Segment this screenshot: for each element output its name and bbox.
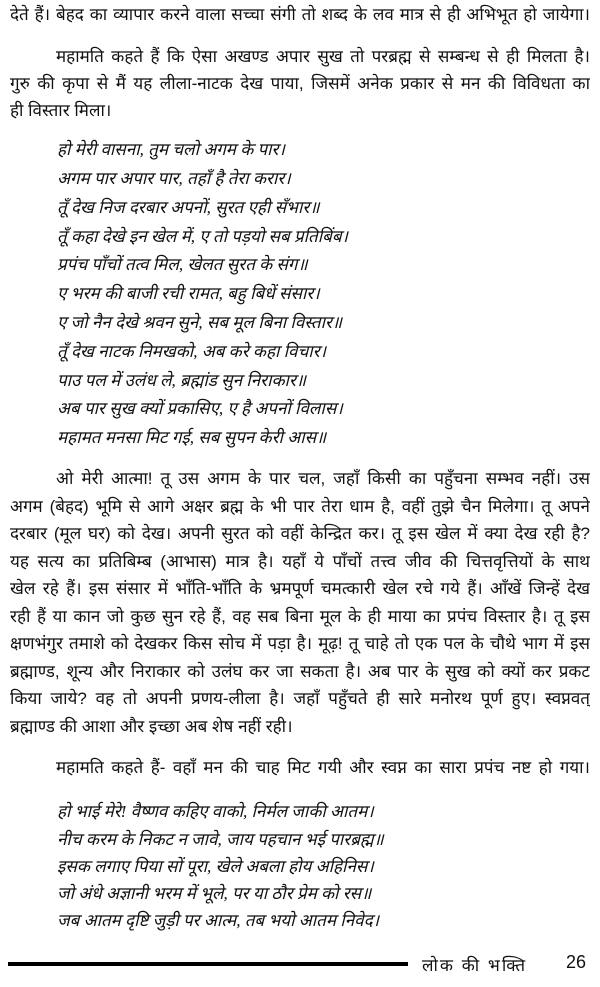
paragraph-2-line: गुरु की कृपा से मैं यह लीला-नाटक देख पाया, जिसमें अनेक प्रकार से मन की विविधता का [10, 74, 590, 93]
verse-line: तूँ कहा देखे इन खेल में, ए तो पड़यो सब प्रतिबिंब। [57, 227, 348, 246]
running-title: लोक की भक्ति [422, 956, 528, 975]
page-number: 26 [566, 952, 587, 972]
paragraph-3-line: ब्रह्माण्ड की आशा और इच्छा अब शेष नहीं रही। [10, 717, 293, 736]
paragraph-2-line: ही विस्तार मिला। [10, 101, 112, 120]
footer-rule [8, 962, 408, 966]
verse-line: हो भाई मेरे! वैष्णव कहिए वाको, निर्मल जाकी आतम। [57, 802, 374, 821]
paragraph-2-line: महामति कहते हैं कि ऐसा अखण्ड अपार सुख तो परब्रह्म से सम्बन्ध से ही मिलता है। [56, 47, 590, 66]
verse-line: अगम पार अपार पार, तहाँ है तेरा करार। [57, 169, 291, 188]
verse-line: पाउ पल में उलंध ले, ब्रह्मांड सुन निराकार॥ [57, 371, 307, 390]
paragraph-3-line: खेल रहे हैं। इस संसार में भाँति-भाँति के भ्रमपूर्ण चमत्कारी खेल रचे गये हैं। आँखें जिन्हें देख [10, 579, 590, 598]
paragraph-3-line: किया जाये? वह तो अपनी प्रणय-लीला है। जहाँ पहुँचते ही सारे मनोरथ पूर्ण हुए। स्वप्नवत् [10, 689, 590, 708]
verse-line: ए भरम की बाजी रची रामत, बहु बिधें संसार। [57, 284, 320, 303]
verse-line: अब पार सुख क्यों प्रकासिए, ए है अपनों विलास। [57, 399, 343, 418]
verse-line: ए जो नैन देखे श्रवन सुने, सब मूल बिना विस्तार॥ [57, 313, 343, 332]
verse-line: नीच करम के निकट न जावे, जाय पहचान भई पारब्रह्म॥ [57, 830, 384, 849]
paragraph-3-line: ओ मेरी आत्मा! तू उस अगम के पार चल, जहाँ किसी का पहुँचना सम्भव नहीं। उस [56, 469, 590, 488]
verse-line: तूँ देख निज दरबार अपनों, सुरत एही सँभार॥ [57, 198, 320, 217]
verse-line: हो मेरी वासना, तुम चलो अगम के पार। [57, 140, 285, 159]
paragraph-1-line: देते हैं। बेहद का व्यापार करने वाला सच्चा संगी तो शब्द के लव मात्र से ही अभिभूत हो जायेगा। [10, 5, 590, 24]
paragraph-3-line: अगम (बेहद) भूमि से आगे अक्षर ब्रह्म के भी पार तेरा धाम है, वहीं तुझे चैन मिलेगा। तू अपने [10, 497, 590, 516]
verse-line: तूँ देख नाटक निमखको, अब करे कहा विचार। [57, 342, 327, 361]
verse-line: जो अंधे अज्ञानी भरम में भूले, पर या ठौर प्रेम को रस॥ [57, 884, 372, 903]
paragraph-4-line: महामति कहते हैं- वहाँ मन की चाह मिट गयी और स्वप्न का सारा प्रपंच नष्ट हो गया। [56, 758, 590, 777]
verse-line: जब आतम दृष्टि जुड़ी पर आत्म, तब भयो आतम निवेद। [57, 911, 380, 930]
verse-line: महामत मनसा मिट गई, सब सुपन केरी आस॥ [57, 428, 327, 447]
verse-line: इसक लगाए पिया सों पूरा, खेले अबला होय अहिनिस। [57, 857, 374, 876]
paragraph-3-line: दरबार (मूल घर) को देख। अपनी सुरत को वहीं केन्द्रित कर। तू इस खेल में क्या देख रही है? [10, 524, 590, 543]
paragraph-3-line: रही हैं या कान जो कुछ सुन रहे हैं, वह सब बिना मूल के ही माया का प्रपंच विस्तार है। तू इस [10, 607, 590, 626]
paragraph-3-line: क्षणभंगुर तमाशे को देखकर किस सोच में पड़ा है। मूढ़! तू चाहे तो एक पल के चौथे भाग में इस [10, 634, 590, 653]
paragraph-3-line: यह सत्य का प्रतिबिम्ब (आभास) मात्र है। यहाँ ये पाँचों तत्त्व जीव की चित्तवृत्तियों के साथ [10, 552, 590, 571]
paragraph-3-line: ब्रह्माण्ड, शून्य और निराकार को उलंघ कर जा सकता है। अब पार के सुख को क्यों कर प्रकट [10, 662, 590, 681]
verse-line: प्रपंच पाँचों तत्व मिल, खेलत सुरत के संग॥ [57, 255, 308, 274]
